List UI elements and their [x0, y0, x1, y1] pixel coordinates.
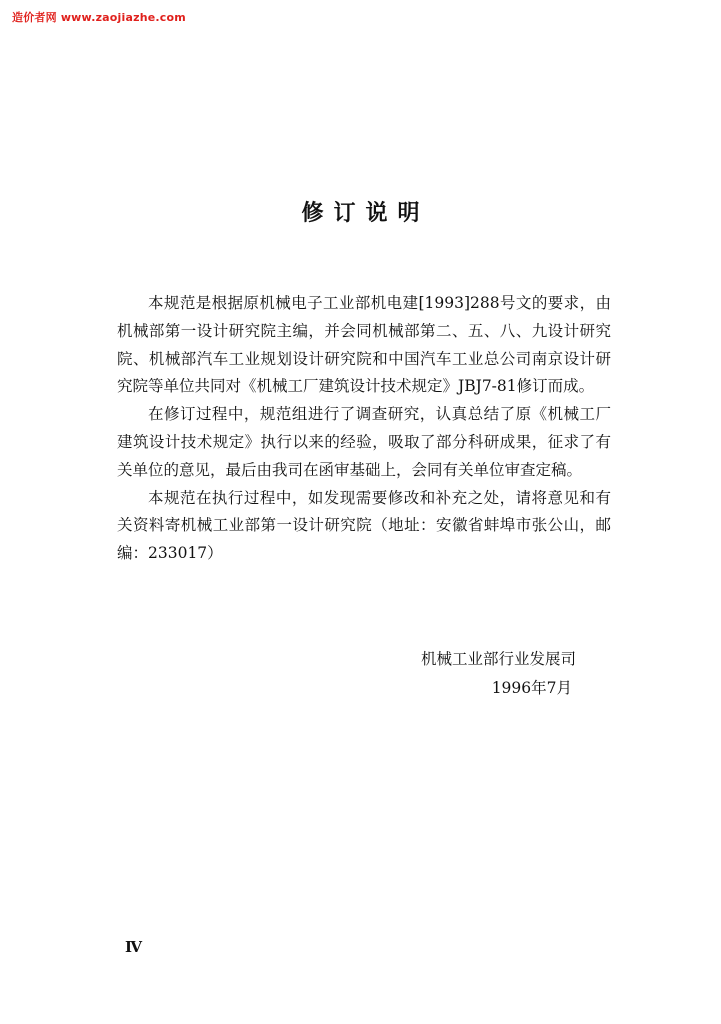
paragraph-3: 本规范在执行过程中，如发现需要修改和补充之处，请将意见和有关资料寄机械工业部第一设计研究院（地址：安徽省蚌埠市张公山，邮编：233017）	[117, 488, 611, 563]
paragraph-1: 本规范是根据原机械电子工业部机电建[1993]288号文的要求，由机械部第一设计研究院主编，并会同机械部第二、五、八、九设计研究院、机械部汽车工业规划设计研究院和中国汽车工业总公司南京设计研究院等单位共同对《机械工厂建筑设计技术规定》JBJ7-81修订而成。	[117, 294, 611, 396]
signature-organization: 机械工业部行业发展司	[420, 650, 576, 668]
paragraph-2: 在修订过程中，规范组进行了调查研究，认真总结了原《机械工厂建筑设计技术规定》执行以来的经验，吸取了部分科研成果，征求了有关单位的意见，最后由我司在函审基础上，会同有关单位审查定稿。	[117, 405, 611, 479]
watermark-url[interactable]: www.zaojiazhe.com	[60, 11, 186, 24]
page-number: Ⅳ	[125, 938, 143, 956]
watermark	[12, 9, 186, 25]
document-body	[117, 290, 611, 568]
signature-block	[421, 645, 576, 703]
signature-date: 1996年7月	[491, 679, 572, 697]
watermark-site-name: 造价者网	[12, 11, 57, 24]
page-title: 修订说明	[301, 201, 430, 226]
